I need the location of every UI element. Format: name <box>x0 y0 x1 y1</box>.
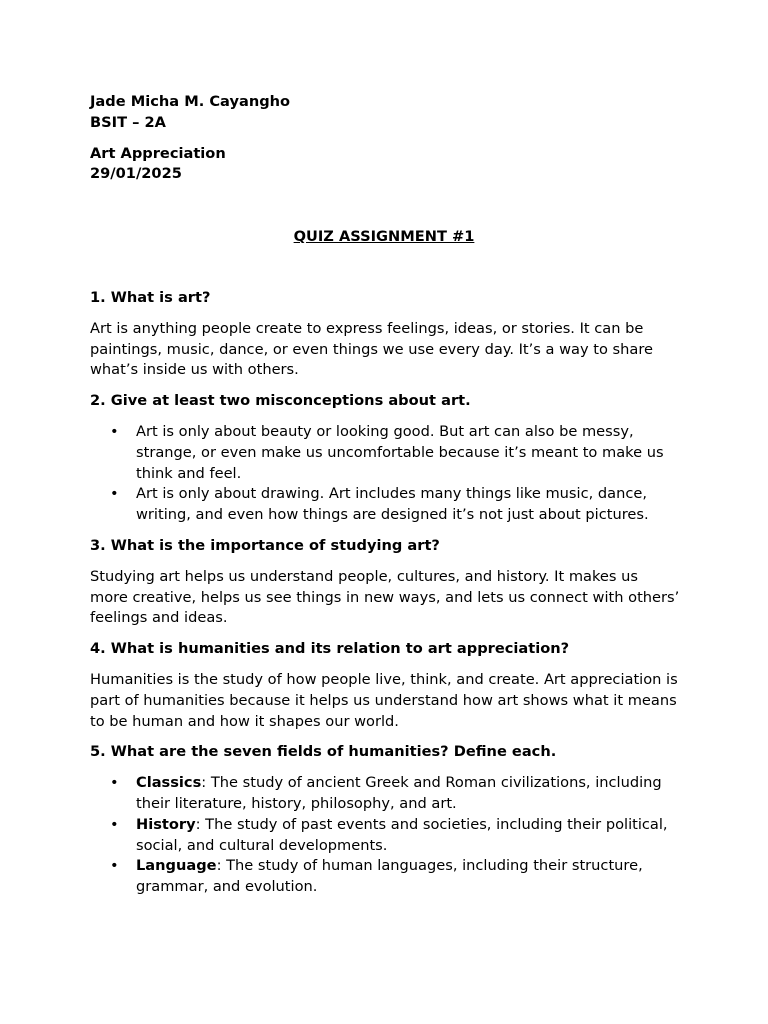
answer-4: Humanities is the study of how people live, think, and create. Art appreciation is part of humanities because it helps us understand how art shows what it means to be human and how it shapes our world. <box>90 670 678 730</box>
field-term: History <box>136 815 196 833</box>
bullet-icon: • <box>110 774 119 792</box>
list-item-text: Art is only about beauty or looking good. But art can also be messy, strange, or even make us uncomfortable because it’s meant to make us think and feel. <box>136 422 664 482</box>
field-definition: : The study of past events and societies, including their political, social, and cultural developments. <box>136 815 668 854</box>
question-5: 5. What are the seven fields of humanities? Define each. <box>90 743 557 761</box>
student-section: BSIT – 2A <box>90 113 166 131</box>
list-item <box>90 856 680 898</box>
document-page <box>90 92 680 898</box>
misconceptions-list <box>90 422 680 526</box>
question-2: 2. Give at least two misconceptions about art. <box>90 392 471 410</box>
bullet-icon: • <box>110 485 119 503</box>
list-item <box>90 773 680 815</box>
list-item <box>90 484 680 526</box>
list-item <box>90 815 680 857</box>
bullet-icon: • <box>110 815 119 833</box>
answer-3: Studying art helps us understand people, cultures, and history. It makes us more creative, helps us see things in new ways, and lets us connect with others’ feelings and ideas. <box>90 567 680 627</box>
question-1: 1. What is art? <box>90 288 211 306</box>
course-info <box>90 144 680 186</box>
student-name: Jade Micha M. Cayangho <box>90 93 291 110</box>
answer-1: Art is anything people create to express feelings, ideas, or stories. It can be paintings, music, dance, or even things we use every day. It’s a way to share what’s inside us with others. <box>90 319 653 379</box>
subject-name: Art Appreciation <box>90 144 226 162</box>
field-definition: : The study of ancient Greek and Roman civilizations, including their literature, history, philosophy, and art. <box>136 774 662 812</box>
student-info <box>90 92 680 134</box>
question-3: 3. What is the importance of studying art? <box>90 536 440 554</box>
bullet-icon: • <box>110 857 119 875</box>
bullet-icon: • <box>110 422 119 440</box>
submission-date: 29/01/2025 <box>90 165 182 183</box>
field-definition: : The study of human languages, including their structure, grammar, and evolution. <box>136 857 643 896</box>
list-item-text: Art is only about drawing. Art includes many things like music, dance, writing, and even how things are designed it’s not just about pictures. <box>136 485 649 524</box>
humanities-fields-list <box>90 773 680 898</box>
question-4: 4. What is humanities and its relation to art appreciation? <box>90 640 570 658</box>
document-title: QUIZ ASSIGNMENT #1 <box>293 228 475 246</box>
field-term: Classics <box>136 774 202 792</box>
list-item <box>90 422 680 484</box>
field-term: Language <box>136 857 217 875</box>
